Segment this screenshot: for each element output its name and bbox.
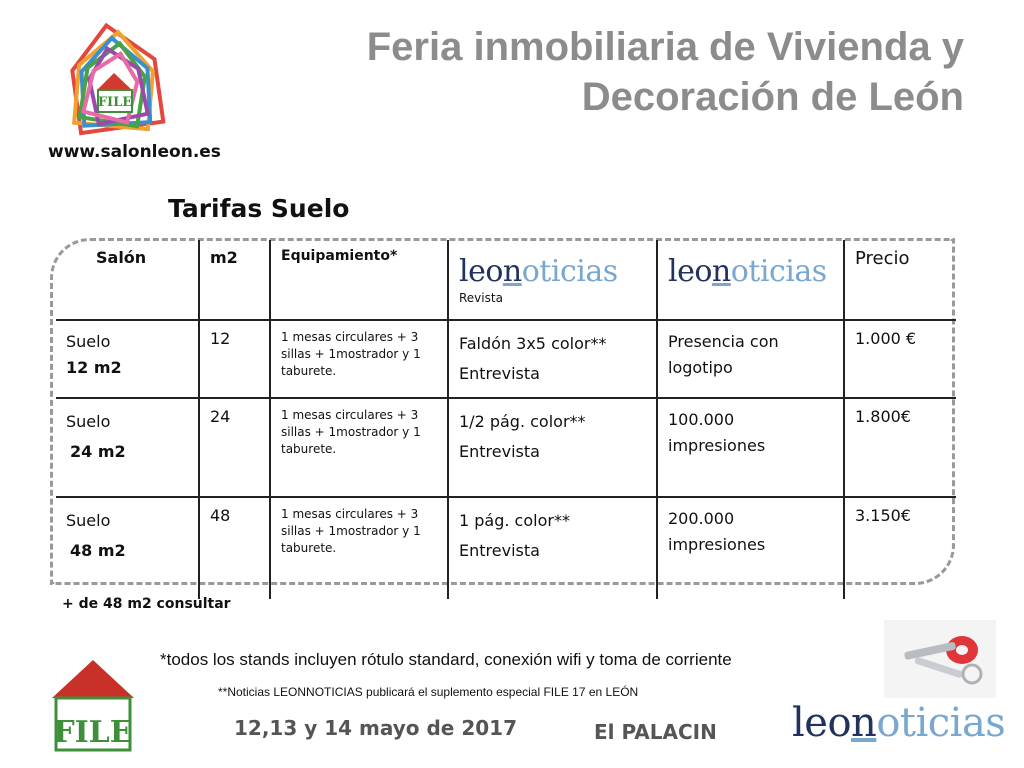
cell-web: 200.000 impresiones xyxy=(657,497,844,599)
cell-revista xyxy=(448,497,657,599)
event-venue: El PALACIN xyxy=(594,720,717,744)
pricing-table xyxy=(56,240,956,599)
salon-size: 24 m2 xyxy=(70,442,126,461)
page-title xyxy=(244,22,964,122)
cell-m2: 48 xyxy=(199,497,270,599)
file-house-small-logo xyxy=(48,656,138,752)
cell-equip: 1 mesas circulares + 3 sillas + 1mostrador y 1 taburete. xyxy=(270,497,448,599)
header-web xyxy=(657,240,844,320)
salon-name: Suelo xyxy=(66,412,111,431)
file-logo-text: FILE xyxy=(97,95,133,110)
salon-size: 48 m2 xyxy=(70,541,126,560)
title-line-2: Decoración de León xyxy=(581,75,964,119)
header-m2: m2 xyxy=(199,240,270,320)
table-row xyxy=(56,398,956,497)
header-revista xyxy=(448,240,657,320)
cell-m2: 12 xyxy=(199,320,270,398)
cell-revista xyxy=(448,320,657,398)
salon-name: Suelo xyxy=(66,511,111,530)
cell-precio: 1.000 € xyxy=(844,320,956,398)
website-url: www.salonleon.es xyxy=(48,142,221,162)
revista-interview: Entrevista xyxy=(459,442,540,461)
cell-web: Presencia con logotipo xyxy=(657,320,844,398)
cell-m2: 24 xyxy=(199,398,270,497)
cell-salon xyxy=(56,398,199,497)
revista-interview: Entrevista xyxy=(459,541,540,560)
revista-ad: Faldón 3x5 color** xyxy=(459,334,607,353)
event-date: 12,13 y 14 mayo de 2017 xyxy=(234,716,517,740)
section-title: Tarifas Suelo xyxy=(168,194,350,223)
cell-equip: 1 mesas circulares + 3 sillas + 1mostrador y 1 taburete. xyxy=(270,320,448,398)
leonoticias-footer-logo: leonoticias xyxy=(792,700,1006,746)
salon-size: 12 m2 xyxy=(66,358,122,377)
cell-salon xyxy=(56,320,199,398)
cell-precio: 1.800€ xyxy=(844,398,956,497)
table-header-row xyxy=(56,240,956,320)
header-precio: Precio xyxy=(844,240,956,320)
cell-web: 100.000 impresiones xyxy=(657,398,844,497)
salon-name: Suelo xyxy=(66,332,111,351)
revista-ad: 1/2 pág. color** xyxy=(459,412,586,431)
table-row xyxy=(56,497,956,599)
table-row xyxy=(56,320,956,398)
cell-equip: 1 mesas circulares + 3 sillas + 1mostrador y 1 taburete. xyxy=(270,398,448,497)
file-small-logo-text: FILE xyxy=(53,715,133,750)
file-house-logo xyxy=(62,10,172,138)
leonoticias-logo: leonoticias xyxy=(668,254,827,289)
cell-salon xyxy=(56,497,199,599)
header-equipamiento-label: Equipamiento xyxy=(281,248,390,264)
keys-photo xyxy=(884,620,996,698)
revista-ad: 1 pág. color** xyxy=(459,511,570,530)
stands-note: *todos los stands incluyen rótulo standard, conexión wifi y toma de corriente xyxy=(160,650,732,669)
consult-note: + de 48 m2 consultar xyxy=(62,596,231,612)
noticias-note: **Noticias LEONNOTICIAS publicará el suplemento especial FILE 17 en LEÓN xyxy=(218,685,639,699)
cell-precio: 3.150€ xyxy=(844,497,956,599)
header-equipamiento xyxy=(270,240,448,320)
header-equipamiento-mark: * xyxy=(389,248,398,264)
revista-interview: Entrevista xyxy=(459,364,540,383)
leonoticias-logo: leonoticias xyxy=(459,254,618,289)
title-line-1: Feria inmobiliaria de Vivienda y xyxy=(366,25,964,69)
revista-label: Revista xyxy=(459,291,503,305)
header-salon: Salón xyxy=(56,240,199,320)
cell-revista xyxy=(448,398,657,497)
